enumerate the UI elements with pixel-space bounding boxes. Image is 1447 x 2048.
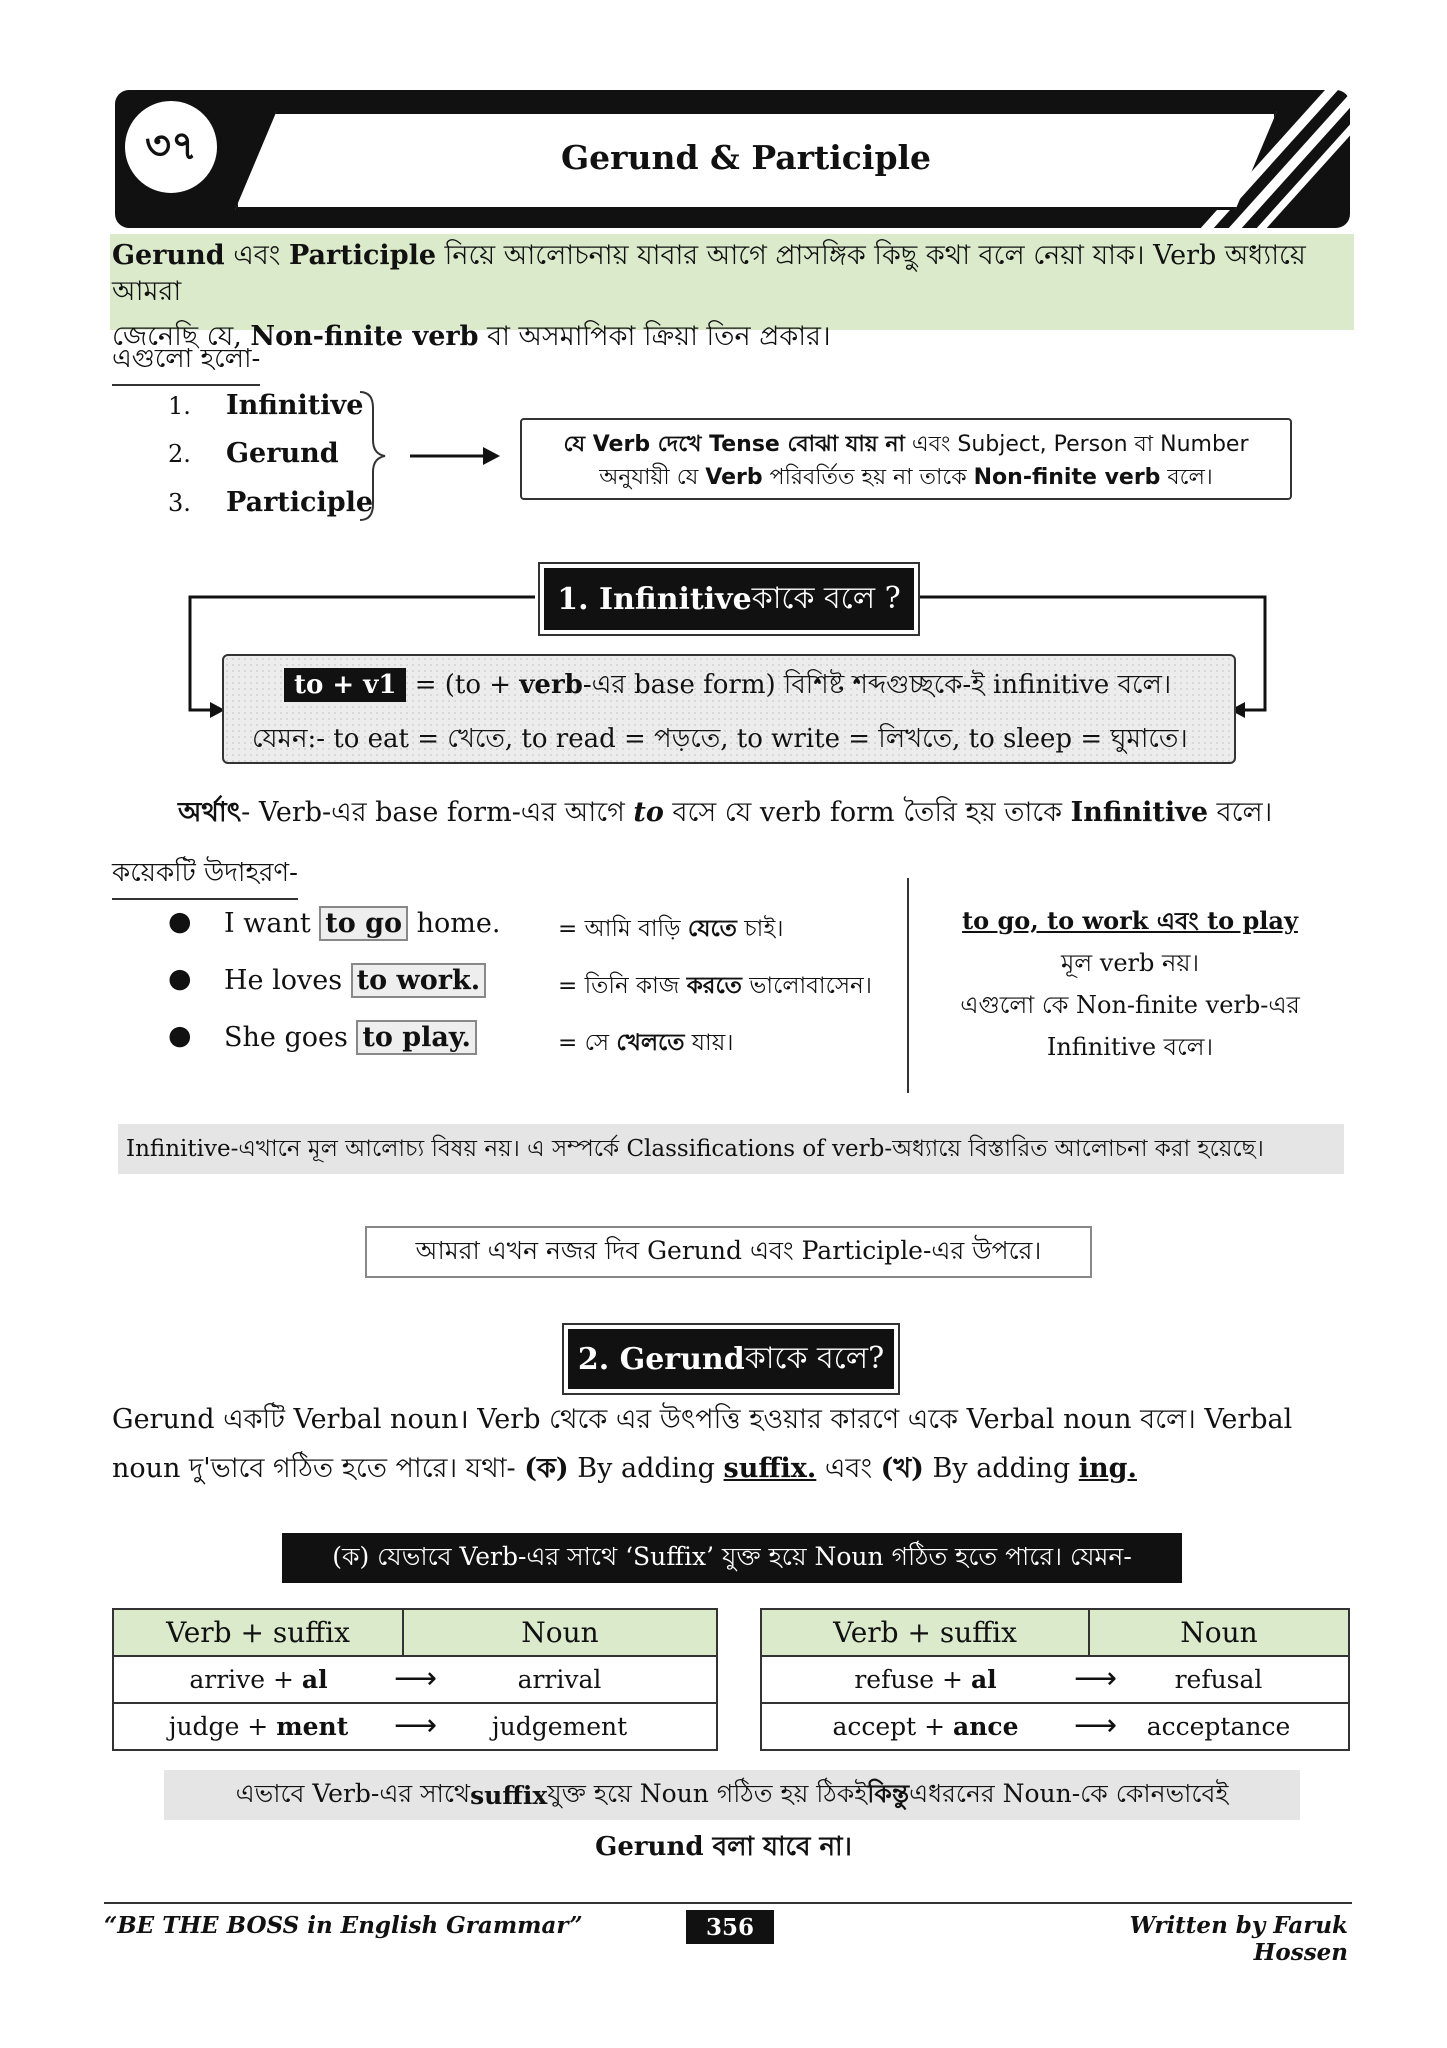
gerund-text: (ক) xyxy=(524,1452,569,1484)
intro-text: নিয়ে আলোচনায় যাবার আগে প্রাসঙ্গিক কিছু কথা বলে নেয়া যাক। Verb অধ্যায়ে আমরা xyxy=(112,240,1306,308)
closing-text: এধরনের Noun-কে কোনভাবেই xyxy=(909,1778,1229,1808)
list-item xyxy=(168,438,339,469)
page-title: Gerund & Participle xyxy=(560,138,932,177)
table-cell xyxy=(113,1656,437,1703)
list-label: Infinitive xyxy=(226,390,364,421)
side-note xyxy=(930,900,1330,1068)
page-number: 356 xyxy=(686,1910,774,1944)
definition-text: verb xyxy=(519,670,583,700)
example-bangla: = তিনি কাজ xyxy=(558,973,687,999)
table-row xyxy=(113,1703,717,1750)
heading-text: কাকে বলে? xyxy=(744,1340,885,1376)
intro-text: এবং xyxy=(224,240,289,271)
heading-text: কাকে বলে ? xyxy=(751,580,901,616)
arrow-right-icon: ⟶ xyxy=(393,1708,437,1743)
closing-text: কিন্তু xyxy=(867,1778,910,1808)
intro-term: Gerund xyxy=(112,240,225,271)
list-number: 1. xyxy=(168,392,191,420)
list-item xyxy=(168,390,363,421)
gerund-text: By adding xyxy=(568,1452,724,1484)
intro-term: Participle xyxy=(288,240,437,271)
suffix-text: ment xyxy=(276,1712,349,1741)
definition-text: Verb xyxy=(705,465,763,490)
closing-note xyxy=(164,1770,1300,1820)
gerund-text: এবং xyxy=(816,1452,881,1484)
example-bangla: = সে xyxy=(558,1030,617,1056)
side-note-text: to go, to work এবং to play xyxy=(962,906,1298,935)
infinitive-examples-line: যেমন:- to eat = খেতে, to read = পড়তে, to write = লিখতে, to sleep = ঘুমাতে। xyxy=(252,724,1188,754)
intro-text: বা অসমাপিকা ক্রিয়া তিন প্রকার। xyxy=(478,320,831,352)
side-note-text: মূল verb নয়। xyxy=(1060,949,1200,977)
side-note-text: এগুলো কে Non-finite verb-এর xyxy=(960,991,1300,1019)
table-cell xyxy=(761,1703,1117,1750)
list-number: 3. xyxy=(168,489,191,517)
verb-text: arrive + xyxy=(189,1665,302,1694)
closing-text: যুক্ত হয়ে Noun গঠিত হয় ঠিকই xyxy=(547,1778,868,1808)
these-are-label: এগুলো হলো- xyxy=(112,338,260,386)
definition-text: বলে। xyxy=(1160,465,1213,490)
gerund-text: Gerund একটি Verbal noun। Verb থেকে এর উৎপত্তি হওয়ার কারণে একে Verbal noun বলে। Verbal xyxy=(112,1404,1293,1435)
table-cell: acceptance xyxy=(1089,1703,1349,1750)
intro-text: জেনেছি যে, xyxy=(112,320,251,352)
list-number: 2. xyxy=(168,440,191,468)
example-english: He loves xyxy=(224,965,351,996)
suffix-text: al xyxy=(970,1665,997,1694)
gerund-text: suffix. xyxy=(723,1452,817,1484)
example-bangla: ভালোবাসেন। xyxy=(741,973,872,999)
gerund-heading xyxy=(568,1329,894,1389)
example-infinitive: to work. xyxy=(351,963,486,998)
closing-text: suffix xyxy=(470,1780,548,1810)
definition-text: -এর base form) বিশিষ্ট শব্দগুচ্ছকে-ই infinitive বলে। xyxy=(582,670,1172,700)
verb-text: accept + xyxy=(832,1712,954,1741)
definition-text: এবং Subject, Person বা Number xyxy=(904,432,1249,457)
suffix-table-left xyxy=(112,1608,718,1751)
list-label: Gerund xyxy=(226,438,339,469)
gerund-text: By adding xyxy=(923,1452,1079,1484)
focus-note: আমরা এখন নজর দিব Gerund এবং Participle-এর উপরে। xyxy=(365,1226,1092,1278)
footer-rule xyxy=(104,1902,1352,1904)
arrow-right-icon: ⟶ xyxy=(393,1661,437,1696)
arrow-right-icon: ⟶ xyxy=(1073,1708,1117,1743)
meaning-text: to xyxy=(633,797,664,828)
list-item xyxy=(168,487,373,518)
meaning-text: বলে। xyxy=(1208,797,1273,828)
example-bangla: চাই। xyxy=(736,916,784,942)
example-bangla: যেতে xyxy=(687,915,737,942)
example-bangla: খেলতে xyxy=(616,1029,685,1056)
infinitive-note: Infinitive-এখানে মূল আলোচ্য বিষয় নয়। এ সম্পর্কে Classifications of verb-অধ্যায়ে বিস্তারিত আলোচনা করা হয়েছে। xyxy=(118,1124,1344,1174)
bullet-icon: ● xyxy=(168,906,192,937)
table-row xyxy=(761,1703,1349,1750)
gerund-heading-frame xyxy=(562,1323,900,1395)
table-row xyxy=(113,1656,717,1703)
bullet-icon: ● xyxy=(168,1020,192,1051)
arrow-right-icon: ⟶ xyxy=(1073,1661,1117,1696)
footer-book-title: “BE THE BOSS in English Grammar” xyxy=(104,1912,583,1939)
definition-text: অনুযায়ী যে xyxy=(599,465,706,490)
column-header: Noun xyxy=(1089,1609,1349,1656)
example-bangla: = আমি বাড়ি xyxy=(558,916,688,942)
definition-text: Non-finite verb xyxy=(973,465,1161,490)
infinitive-meaning xyxy=(178,792,1272,837)
chapter-number-badge: ৩৭ xyxy=(120,96,222,198)
suffix-table-right xyxy=(760,1608,1350,1751)
meaning-text: অর্থাৎ xyxy=(178,797,242,828)
table-cell: judgement xyxy=(403,1703,717,1750)
vertical-divider xyxy=(907,878,909,1093)
meaning-text: Infinitive xyxy=(1070,797,1208,828)
definition-text: যে Verb দেখে Tense বোঝা যায় না xyxy=(563,432,905,457)
closing-text: এভাবে Verb-এর সাথে xyxy=(235,1778,471,1808)
intro-paragraph xyxy=(110,234,1354,352)
suffix-banner: (ক) যেভাবে Verb-এর সাথে ‘Suffix’ যুক্ত হয়ে Noun গঠিত হতে পারে। যেমন- xyxy=(282,1533,1182,1583)
column-header: Noun xyxy=(403,1609,717,1656)
meaning-text: - Verb-এর base form-এর আগে xyxy=(241,797,634,828)
definition-text: = (to + xyxy=(406,670,520,700)
example-english: home. xyxy=(408,908,501,939)
example-infinitive: to play. xyxy=(356,1020,477,1055)
infinitive-heading-frame xyxy=(538,562,920,636)
table-cell: refusal xyxy=(1089,1656,1349,1703)
verb-text: refuse + xyxy=(854,1665,971,1694)
infinitive-heading xyxy=(544,568,914,630)
some-examples-label: কয়েকটি উদাহরণ- xyxy=(112,852,298,900)
footer-author: Written by Faruk Hossen xyxy=(1129,1912,1348,1966)
heading-term: 1. Infinitive xyxy=(557,581,752,617)
example-bangla: করতে xyxy=(686,972,742,999)
non-finite-definition-box xyxy=(520,418,1292,500)
gerund-text: (খ) xyxy=(880,1452,924,1484)
intro-term: Non-finite verb xyxy=(250,320,479,352)
suffix-text: al xyxy=(301,1665,328,1694)
verb-text: judge + xyxy=(168,1712,277,1741)
example-bangla: যায়। xyxy=(684,1030,734,1056)
brace-arrow-icon xyxy=(355,388,505,528)
suffix-text: ance xyxy=(953,1712,1019,1741)
gerund-text: ing. xyxy=(1078,1452,1137,1484)
table-cell xyxy=(113,1703,437,1750)
meaning-text: বসে যে verb form তৈরি হয় তাকে xyxy=(663,797,1071,828)
list-label: Participle xyxy=(226,487,374,518)
column-header: Verb + suffix xyxy=(761,1609,1089,1656)
formula-badge: to + v1 xyxy=(284,668,406,702)
infinitive-definition-box xyxy=(222,654,1236,764)
gerund-paragraph xyxy=(112,1396,1348,1493)
definition-text: পরিবর্তিত হয় না তাকে xyxy=(762,465,974,490)
side-note-text: Infinitive বলে। xyxy=(1046,1033,1214,1061)
column-header: Verb + suffix xyxy=(113,1609,403,1656)
table-cell: arrival xyxy=(403,1656,717,1703)
table-cell xyxy=(761,1656,1117,1703)
table-row xyxy=(761,1656,1349,1703)
example-english: I want xyxy=(224,908,320,939)
gerund-text: noun দু'ভাবে গঠিত হতে পারে। যথা- xyxy=(112,1452,525,1484)
bullet-icon: ● xyxy=(168,963,192,994)
closing-line-2: Gerund বলা যাবে না। xyxy=(595,1832,852,1862)
heading-term: 2. Gerund xyxy=(577,1341,745,1377)
example-infinitive: to go xyxy=(319,906,408,941)
example-english: She goes xyxy=(224,1022,357,1053)
